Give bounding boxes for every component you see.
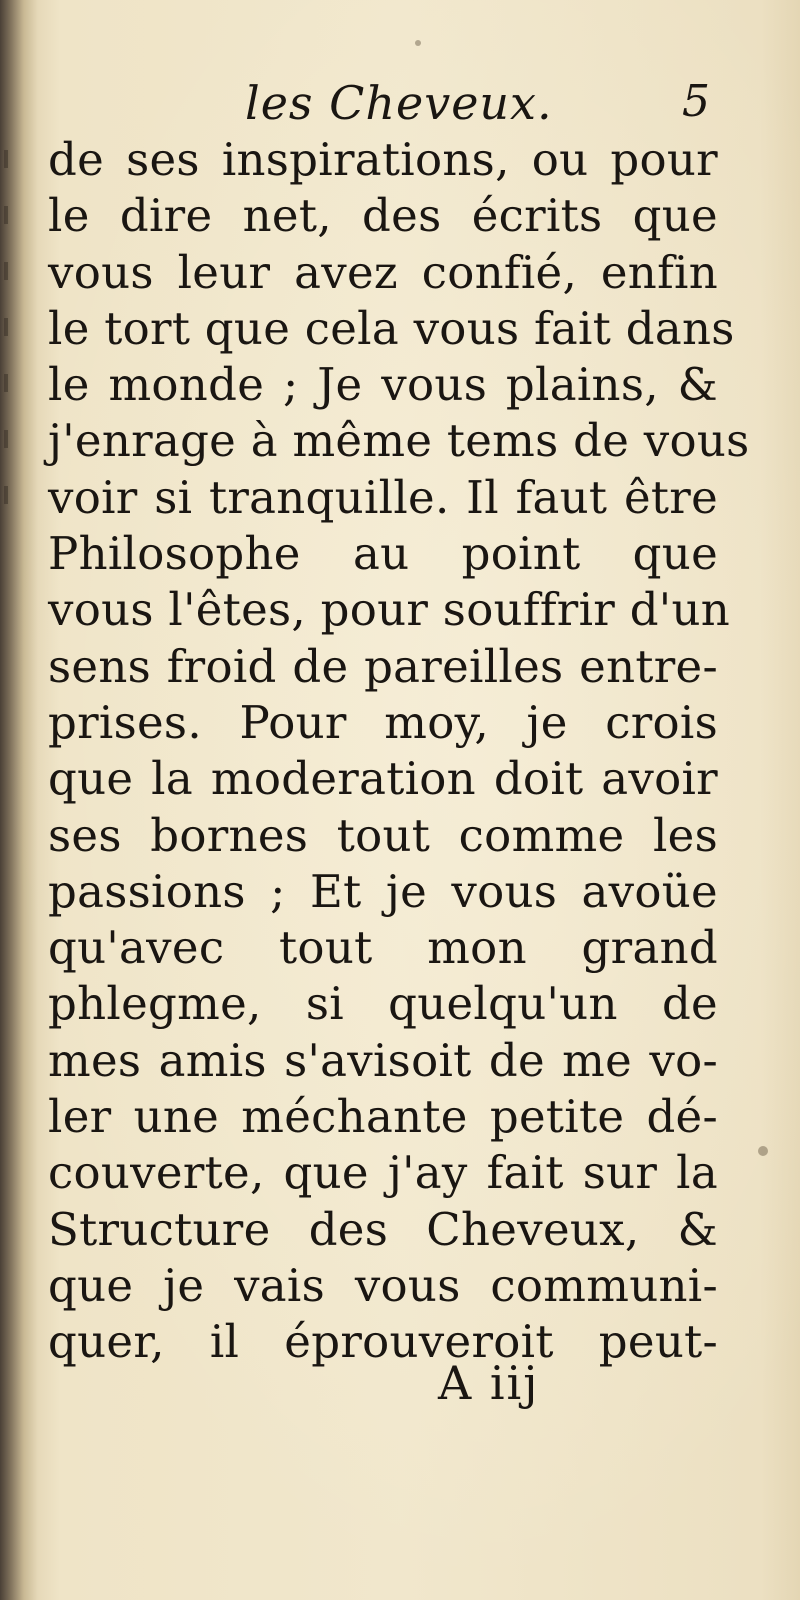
running-title: les Cheveux. xyxy=(245,76,553,130)
signature-mark: A iij xyxy=(438,1356,540,1410)
text-line: j'enrage à même tems de vous xyxy=(48,414,750,468)
gutter-mark xyxy=(4,318,8,336)
gutter-mark xyxy=(4,486,8,504)
text-line: le tort que cela vous fait dans xyxy=(48,301,735,355)
gutter-mark xyxy=(4,374,8,392)
text-line: Structure des Cheveux, & xyxy=(48,1202,718,1256)
gutter-shadow-marks xyxy=(4,150,14,590)
text-line: que je vais vous communi- xyxy=(48,1258,718,1312)
text-line: phlegme, si quelqu'un de xyxy=(48,977,718,1031)
text-line: ler une méchante petite dé- xyxy=(48,1090,718,1144)
text-line: voir si tranquille. Il faut être xyxy=(48,470,718,524)
gutter-mark xyxy=(4,150,8,168)
text-line: prises. Pour moy, je crois xyxy=(48,695,718,749)
text-line: le monde ; Je vous plains, & xyxy=(48,358,718,412)
page-header xyxy=(0,66,800,136)
text-line: sens froid de pareilles entre- xyxy=(48,639,718,693)
text-line: que la moderation doit avoir xyxy=(48,752,718,806)
gutter-mark xyxy=(4,262,8,280)
text-line: Philosophe au point que xyxy=(48,527,718,581)
text-line: passions ; Et je vous avoüe xyxy=(48,864,718,918)
text-line: mes amis s'avisoit de me vo- xyxy=(48,1033,718,1087)
page-number: 5 xyxy=(682,76,710,127)
text-line: quer, il éprouveroit peut- xyxy=(48,1315,718,1369)
text-line: le dire net, des écrits que xyxy=(48,189,718,243)
text-line: vous leur avez confié, enfin xyxy=(48,245,718,299)
ink-speck xyxy=(415,40,421,46)
text-line: de ses inspirations, ou pour xyxy=(48,133,718,186)
text-line: qu'avec tout mon grand xyxy=(48,921,718,975)
ink-speck xyxy=(758,1146,768,1156)
body-text xyxy=(48,132,750,1371)
gutter-mark xyxy=(4,430,8,448)
text-line: couverte, que j'ay fait sur la xyxy=(48,1146,718,1200)
text-line: vous l'êtes, pour souffrir d'un xyxy=(48,583,731,637)
text-line: ses bornes tout comme les xyxy=(48,808,718,862)
gutter-mark xyxy=(4,206,8,224)
